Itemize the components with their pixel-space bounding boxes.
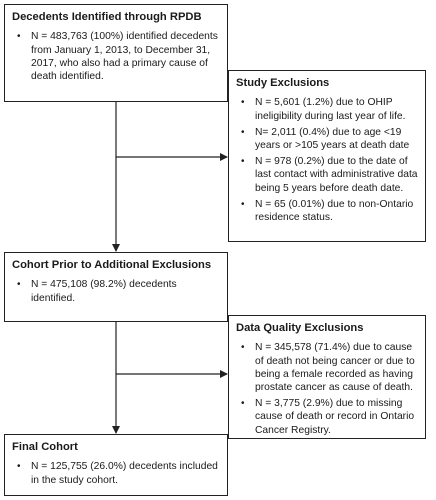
box-study-exclusions <box>228 70 426 242</box>
box-title: Final Cohort <box>12 441 78 453</box>
bullet-item: • N = 483,763 (100%) identified decedents from January 1, 2013, to December 31, 2017, who also had a primary cause of death identified. <box>12 30 221 83</box>
box-title: Data Quality Exclusions <box>236 322 364 334</box>
bullet-item: • N = 978 (0.2%) due to the date of last contact with administrative data being 5 years before death date. <box>236 155 419 195</box>
bullet-list <box>12 460 221 486</box>
box-cohort-prior <box>4 252 228 322</box>
box-rpdb-decedents <box>4 4 228 102</box>
box-title: Cohort Prior to Additional Exclusions <box>12 259 212 271</box>
box-title: Decedents Identified through RPDB <box>12 11 202 23</box>
bullet-list <box>236 341 419 436</box>
bullet-list <box>12 278 221 304</box>
bullet-item: • N = 65 (0.01%) due to non-Ontario residence status. <box>236 198 419 224</box>
bullet-item: • N= 2,011 (0.4%) due to age <19 years or >105 years at death date <box>236 126 419 152</box>
bullet-item: • N = 345,578 (71.4%) due to cause of death not being cancer or due to being a female recorded as having prostate cancer as cause of death. <box>236 341 419 394</box>
box-data-quality-exclusions <box>228 315 426 439</box>
bullet-item: • N = 3,775 (2.9%) due to missing cause of death or record in Ontario Cancer Registry. <box>236 397 419 437</box>
box-final-cohort <box>4 434 228 496</box>
bullet-list <box>12 30 221 83</box>
bullet-item: • N = 5,601 (1.2%) due to OHIP ineligibility during last year of life. <box>236 96 419 122</box>
bullet-item: • N = 125,755 (26.0%) decedents included in the study cohort. <box>12 460 221 486</box>
box-title: Study Exclusions <box>236 77 330 89</box>
bullet-list <box>236 96 419 224</box>
bullet-item: • N = 475,108 (98.2%) decedents identified. <box>12 278 221 304</box>
